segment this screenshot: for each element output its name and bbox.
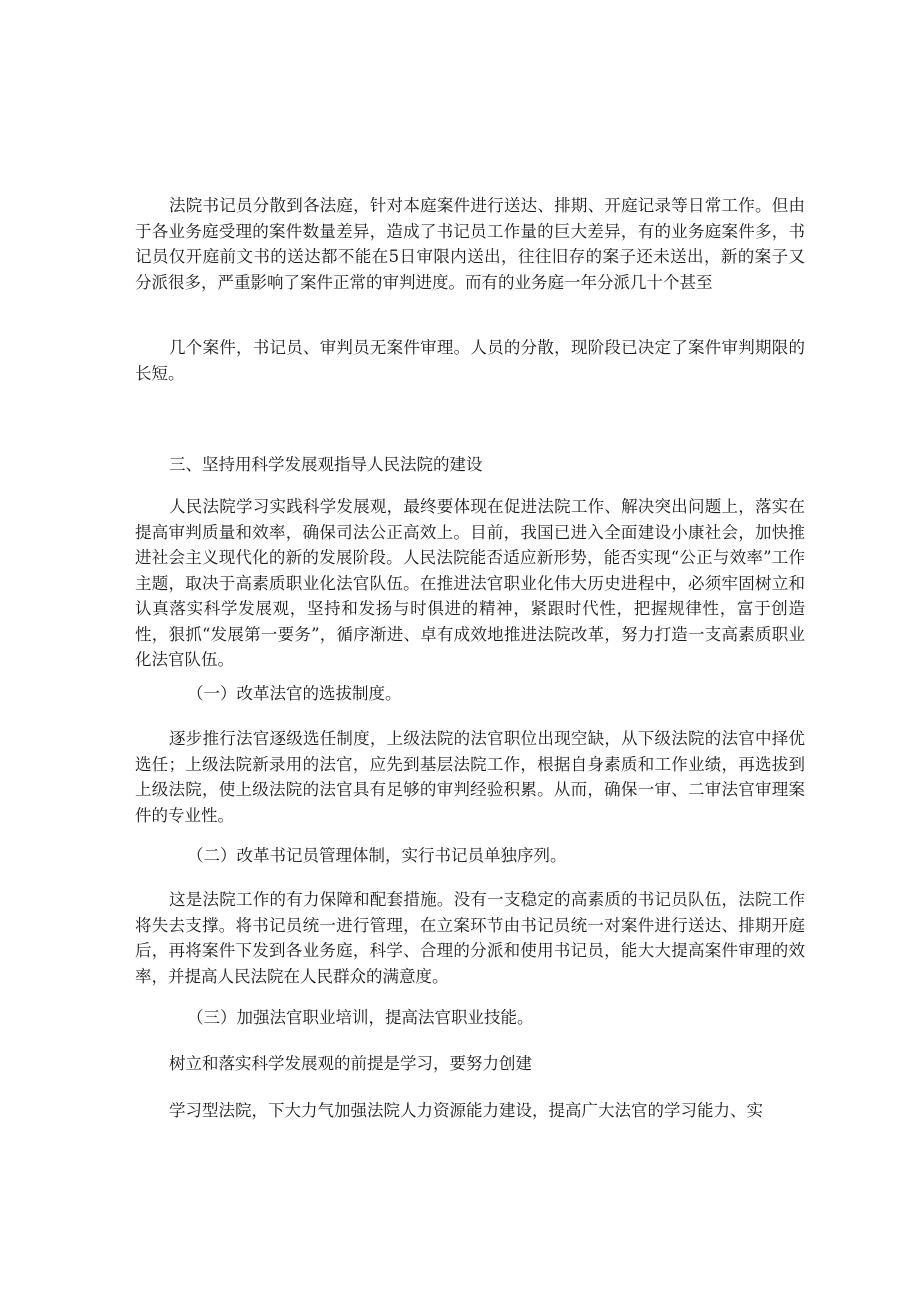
- paragraph-scientific-development: 人民法院学习实践科学发展观，最终要体现在促进法院工作、解决突出问题上，落实在提高审判质量和效率，确保司法公正高效上。目前，我国已进入全面建设小康社会，加快推进社会主义现代化的新的发展阶段。人民法院能否适应新形势，能否实现“公正与效率”工作主题，取决于高素质职业化法官队伍。在推进法官职业化伟大历史进程中，必须牢固树立和认真落实科学发展观，坚持和发扬与时俱进的精神，紧跟时代性，把握规律性，富于创造性，狠抓“发展第一要务”，循序渐进、卓有成效地推进法院改革，努力打造一支高素质职业化法官队伍。: [135, 497, 805, 669]
- paragraph-clerk-management: 这是法院工作的有力保障和配套措施。没有一支稳定的高素质的书记员队伍，法院工作将失去支撑。将书记员统一进行管理，在立案环节由书记员统一对案件进行送达、排期开庭后，再将案件下发到各业务庭，科学、合理的分派和使用书记员，能大大提高案件审理的效率，并提高人民法院在人民群众的满意度。: [135, 890, 805, 986]
- subheading-two: （二）改革书记员管理体制，实行书记员单独序列。: [187, 846, 567, 865]
- subheading-one: （一）改革法官的选拔制度。: [187, 684, 402, 703]
- paragraph-learning-court: 学习型法院，下大力气加强法院人力资源能力建设，提高广大法官的学习能力、实: [169, 1101, 763, 1120]
- section-heading-three: 三、坚持用科学发展观指导人民法院的建设: [169, 455, 483, 474]
- paragraph-case-shortage: 几个案件，书记员、审判员无案件审理。人员的分散，现阶段已决定了案件审判期限的长短。: [135, 338, 805, 383]
- subheading-three: （三）加强法官职业培训，提高法官职业技能。: [187, 1008, 534, 1027]
- paragraph-clerk-distribution: 法院书记员分散到各法庭，针对本庭案件进行送达、排期、开庭记录等日常工作。但由于各业务庭受理的案件数量差异，造成了书记员工作量的巨大差异，有的业务庭案件多，书记员仅开庭前文书的送达都不能在5日审限内送出，往往旧存的案子还未送出，新的案子又分派很多，严重影响了案件正常的审判进度。而有的业务庭一年分派几十个甚至: [135, 196, 805, 292]
- paragraph-judge-selection: 逐步推行法官逐级选任制度，上级法院的法官职位出现空缺，从下级法院的法官中择优选任；上级法院新录用的法官，应先到基层法院工作，根据自身素质和工作业绩，再选拔到上级法院，使上级法院的法官具有足够的审判经验积累。从而，确保一审、二审法官审理案件的专业性。: [135, 729, 805, 825]
- paragraph-learning-premise: 树立和落实科学发展观的前提是学习，要努力创建: [169, 1054, 532, 1073]
